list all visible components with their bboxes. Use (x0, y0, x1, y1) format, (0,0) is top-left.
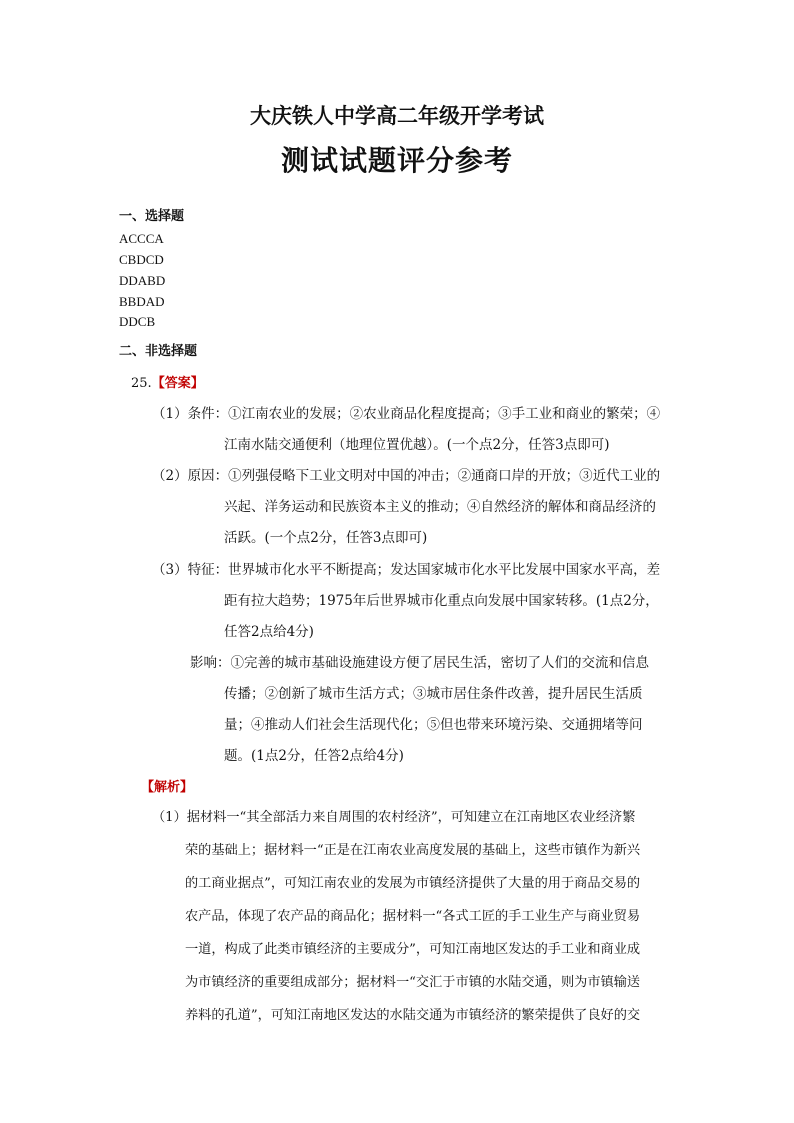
answer-line: 活跃。(一个点2分，任答3点即可) (224, 530, 428, 546)
answer-line: （1）条件：①江南农业的发展；②农业商品化程度提高；③手工业和商业的繁荣；④ (152, 406, 661, 422)
section-heading-choice: 一、选择题 (119, 209, 185, 224)
question-25-header (131, 372, 204, 391)
analysis-line: 农产品，体现了农产品的商品化；据材料一“各式工匠的手工业生产与商业贸易 (185, 909, 641, 924)
answer-line: 量；④推动人们社会生活现代化；⑤但也带来环境污染、交通拥堵等问 (224, 717, 643, 733)
answer-row: DDCB (119, 314, 156, 329)
answer-tag: 【答案】 (151, 376, 204, 391)
answer-row: BBDAD (119, 294, 165, 309)
answer-line: 江南水陆交通便利（地理位置优越）。(一个点2分，任答3点即可) (224, 437, 610, 453)
answer-row: DDABD (119, 273, 166, 288)
answer-line: （3）特征：世界城市化水平不断提高；发达国家城市化水平比发展中国家水平高，差 (152, 562, 661, 578)
answer-line: 影响：①完善的城市基础设施建设方便了居民生活，密切了人们的交流和信息 (190, 655, 649, 671)
answer-line: 题。(1点2分，任答2点给4分) (224, 748, 404, 764)
question-number: 25. (131, 376, 152, 391)
answer-line: （2）原因：①列强侵略下工业文明对中国的冲击；②通商口岸的开放；③近代工业的 (152, 468, 661, 484)
analysis-line: 养料的孔道”，可知江南地区发达的水陆交通为市镇经济的繁荣提供了良好的交 (185, 1008, 641, 1023)
analysis-line: 一道，构成了此类市镇经济的主要成分”，可知江南地区发达的手工业和商业成 (185, 942, 641, 957)
document-title: 大庆铁人中学高二年级开学考试 (250, 103, 544, 128)
section-heading-nonchoice: 二、非选择题 (119, 344, 198, 359)
document-subtitle: 测试试题评分参考 (280, 144, 513, 177)
analysis-line: 为市镇经济的重要组成部分；据材料一“交汇于市镇的水陆交通，则为市镇输送 (185, 975, 641, 990)
analysis-tag: 【解析】 (141, 780, 194, 795)
answer-line: 兴起、洋务运动和民族资本主义的推动；④自然经济的解体和商品经济的 (224, 499, 656, 515)
analysis-line: 荣的基础上；据材料一“正是在江南农业高度发展的基础上，这些市镇作为新兴 (185, 843, 641, 858)
answer-line: 传播；②创新了城市生活方式；③城市居住条件改善，提升居民生活质 (224, 686, 643, 702)
answer-line: 距有拉大趋势；1975年后世界城市化重点向发展中国家转移。(1点2分， (224, 593, 659, 609)
analysis-line: （1）据材料一“其全部活力来自周围的农村经济”，可知建立在江南地区农业经济繁 (152, 810, 636, 825)
analysis-line: 的工商业据点”，可知江南农业的发展为市镇经济提供了大量的用于商品交易的 (185, 876, 641, 891)
answer-line: 任答2点给4分) (224, 624, 314, 640)
answer-row: ACCCA (119, 231, 164, 246)
answer-row: CBDCD (119, 252, 164, 267)
